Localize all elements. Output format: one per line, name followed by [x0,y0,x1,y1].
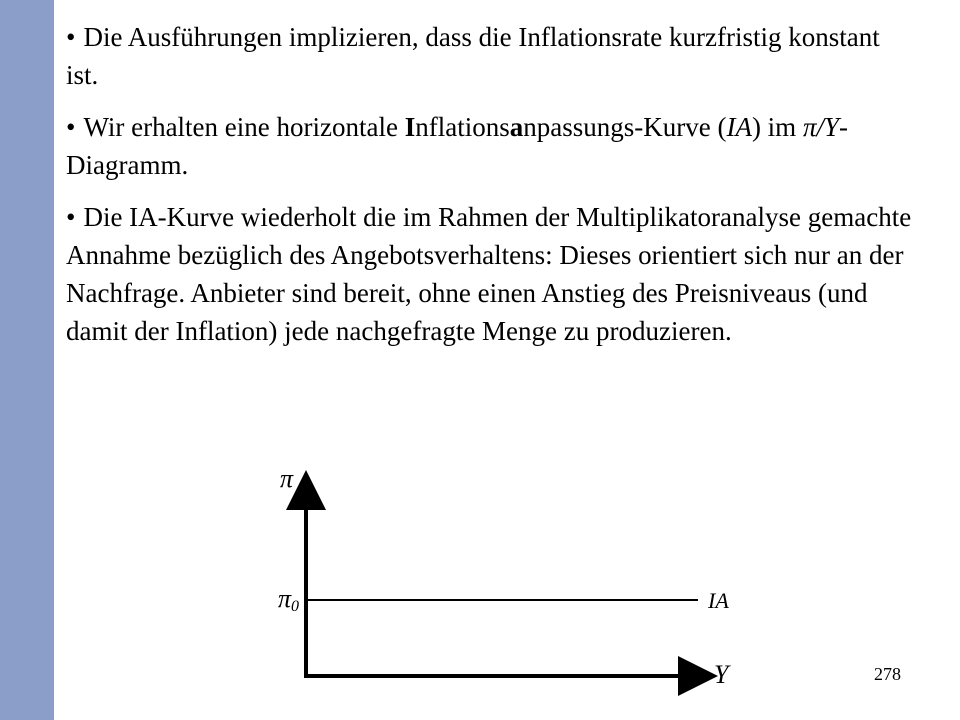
bullet-marker: • [66,112,76,142]
ia-diagram [258,460,758,700]
pi0-label [278,584,299,616]
diagram-canvas [258,460,758,700]
sidebar-accent [0,0,54,720]
bullet-2-italic: IA [726,112,752,142]
bullet-1 [66,18,916,94]
bullet-3 [66,198,916,350]
bullet-2-part: nflations [415,112,510,142]
bullet-2-part: ) im [751,112,803,142]
x-axis-label: Y [714,660,729,689]
ia-curve-label: IA [708,588,729,613]
bullet-2 [66,108,916,184]
bullet-marker: • [66,202,76,232]
y-axis-label: π [280,464,294,493]
bullet-marker: • [66,22,76,52]
bullet-2-italic: π/Y [802,112,839,142]
slide-content [66,18,916,364]
bullet-3-text: Die IA-Kurve wiederholt die im Rahmen der Multiplikatoranalyse gemachte Annahme bezüglich des Angebotsverhaltens: Dieses orientiert sich nur an der Nachfrage. Anbieter sind bereit, ohne einen Anstieg des Preisniveaus (und damit der Inflation) jede nachgefragte Menge zu produzieren. [66,202,912,346]
pi0-symbol: π [278,584,292,613]
bullet-2-part: -Diagramm. [66,112,848,180]
bullet-2-part: Wir erhalten eine horizontale [83,112,405,142]
page-number: 278 [874,664,901,684]
bullet-1-text: Die Ausführungen implizieren, dass die Inflationsrate kurzfristig konstant ist. [66,22,880,90]
bullet-2-bold: I [404,112,416,142]
bullet-2-part: npassungs-Kurve ( [523,112,727,142]
bullet-2-bold: a [509,112,524,142]
pi0-subscript: 0 [291,598,300,615]
